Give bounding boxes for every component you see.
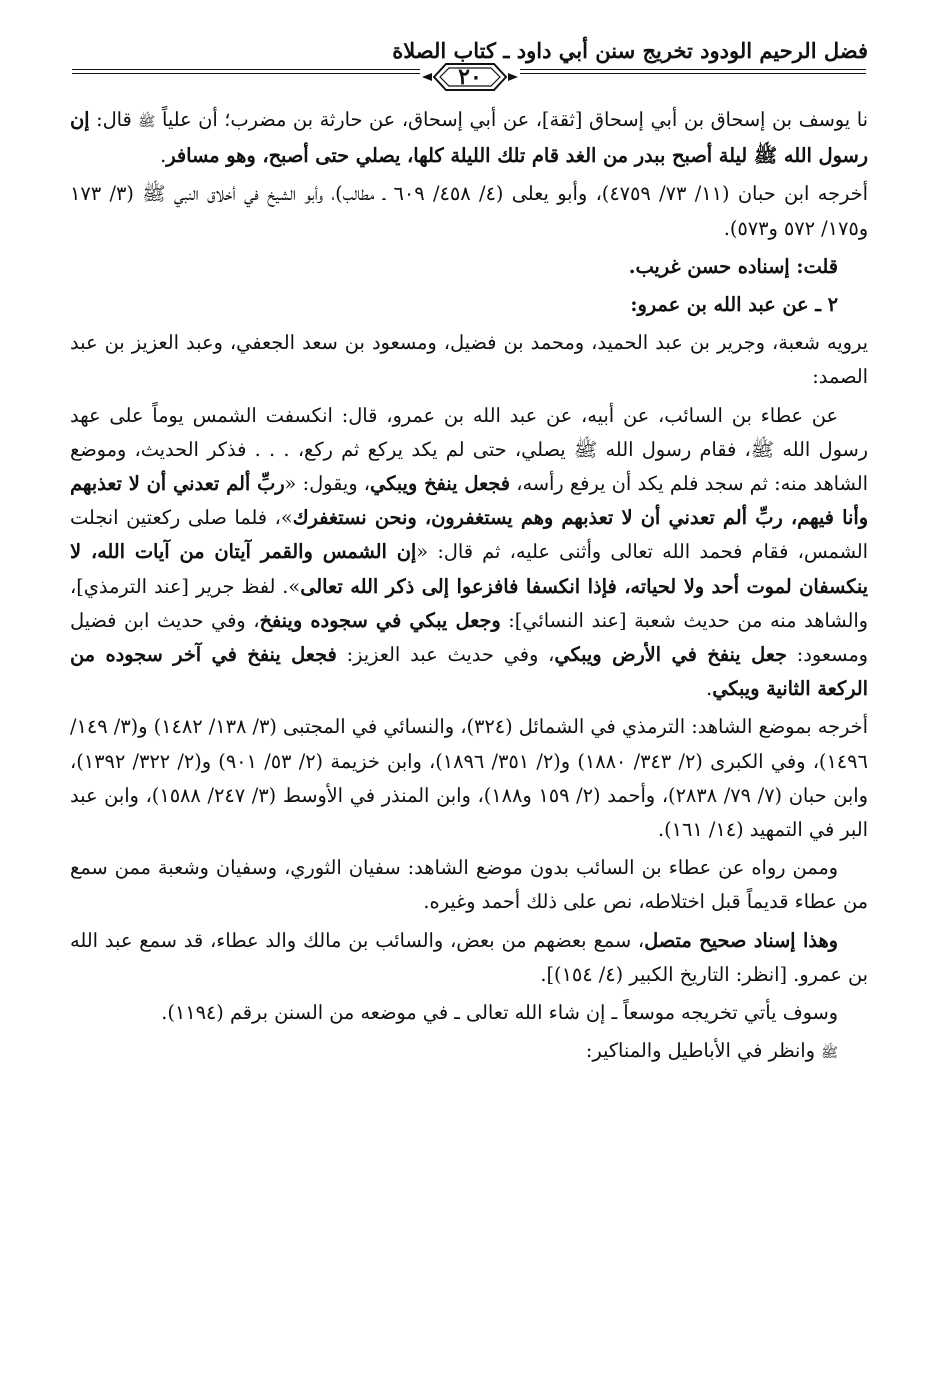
- bold-text-run: ٢ ـ عن عبد الله بن عمرو:: [630, 293, 838, 317]
- text-run: قال:: [89, 108, 139, 131]
- text-run: ، ويقول: «: [284, 472, 371, 496]
- text-run: ، وفي حديث ابن فضيل ومسعود:: [70, 608, 868, 667]
- text-run: عن عطاء بن السائب، عن أبيه، عن عبد الله بن عمرو، قال: انكسفت الشمس يوماً على عهد رسول الله ﷺ، فقام رسول الله ﷺ يصلي، حتى لم يكد يركع ثم ركع، . . . فذكر الحديث، وموضع الشاهد منه: ثم سجد فلم يكد أن يرفع رأسه،: [70, 403, 868, 496]
- page-number: ٢٠: [458, 64, 482, 90]
- bold-text-run: جعل ينفخ في الأرض ويبكي: [554, 643, 787, 667]
- paragraph: [70, 710, 868, 847]
- paragraph: [70, 288, 868, 322]
- paragraph: [70, 103, 868, 173]
- honorific-glyph: ﷺ: [138, 114, 156, 130]
- paragraph: [70, 326, 868, 394]
- text-run: وسوف يأتي تخريجه موسعاً ـ إن شاء الله تعالى ـ في موضعه من السنن برقم (١١٩٤).: [161, 1001, 838, 1025]
- text-run: ». لفظ جرير [عند الترمذي]، والشاهد منه من حديث شعبة [عند النسائي]:: [70, 574, 868, 632]
- paragraph: [70, 1034, 868, 1070]
- text-run: »، فلما صلى ركعتين انجلت الشمس، فقام فحمد الله تعالى وأثنى عليه، ثم قال: «: [70, 506, 868, 564]
- running-header-title: فضل الرحيم الودود تخريج سنن أبي داود ـ كتاب الصلاة: [392, 38, 868, 63]
- bold-text-run: فجعل ينفخ في آخر سجوده من الركعة الثانية ويبكي: [70, 643, 868, 701]
- text-run: .: [706, 677, 713, 701]
- paragraph: [70, 250, 868, 284]
- paragraph: [70, 177, 868, 245]
- bold-text-run: فجعل ينفخ ويبكي: [370, 472, 510, 496]
- text-run: يرويه شعبة، وجرير بن عبد الحميد، ومحمد بن فضيل، ومسعود بن سعد الجعفي، وعبد العزيز بن عبد الصمد:: [70, 331, 868, 389]
- bold-text-run: وهذا إسناد صحيح متصل: [644, 928, 838, 952]
- text-run: ، وفي حديث عبد العزيز:: [336, 643, 555, 667]
- text-run: وانظر في الأباطيل والمناكير:: [585, 1039, 822, 1063]
- bold-text-run: ربِّ ألم تعدني أن لا تعذبهم وأنا فيهم، ربِّ ألم تعدني أن لا تعذبهم وهم يستغفرون، ونحن نستغفرك: [70, 472, 869, 530]
- text-run: وممن رواه عن عطاء بن السائب بدون موضع الشاهد: سفيان الثوري، وسفيان وشعبة ممن سمع من عطاء قديماً قبل اختلاطه، نص على ذلك أحمد وغيره.: [70, 856, 868, 914]
- text-run: .: [160, 144, 167, 168]
- paragraph: [70, 924, 868, 992]
- text-run: أخرجه بموضع الشاهد: الترمذي في الشمائل (٣٢٤)، والنسائي في المجتبى (٣/ ١٣٨/ ١٤٨٢) و(٣/ ١٤٩/ ١٤٩٦)، وفي الكبرى (٢/ ٣٤٣/ ١٨٨٠) و(٢/ ٣٥١/ ١٨٩٦)، وابن خزيمة (٢/ ٥٣/ ٩٠١) و(٢/ ٣٢٢/ ١٣٩٢)، وابن حبان (٧/ ٧٩/ ٢٨٣٨)، وأحمد (٢/ ١٥٩ و١٨٨)، وابن المنذر في الأوسط (٣/ ٢٤٧/ ١٥٨٨)، وابن عبد البر في التمهيد (١٤/ ١٦١).: [70, 715, 868, 842]
- paragraph: [70, 851, 868, 919]
- paragraph: [70, 996, 868, 1030]
- bold-text-run: وجعل يبكي في سجوده وينفخ: [259, 608, 501, 632]
- text-run: أخرجه ابن حبان (١١/ ٧٣/ ٤٧٥٩)، وأبو يعلى (٤/ ٤٥٨/ ٦٠٩ ـ مطالب)، وأبو الشيخ في أخلاق النبي ﷺ (٣/ ١٧٣ و١٧٥/ ٥٧٢ و٥٧٣).: [70, 182, 868, 240]
- text-run: ، سمع بعضهم من بعض، والسائب بن مالك والد عطاء، قد سمع عبد الله بن عمرو. [انظر: التاريخ الكبير (٤/ ١٥٤)].: [70, 928, 868, 986]
- paragraph: [70, 399, 868, 707]
- bold-text-run: إن الشمس والقمر آيتان من آيات الله، لا ينكسفان لموت أحد ولا لحياته، فإذا انكسفا فافزعوا إلى ذكر الله تعالى: [70, 540, 868, 598]
- text-run: نا يوسف بن إسحاق بن أبي إسحاق [ثقة]، عن أبي إسحاق، عن حارثة بن مضرب؛ أن علياً: [155, 108, 868, 131]
- document-body: [70, 103, 868, 1074]
- honorific-glyph: ﷺ: [821, 1045, 838, 1062]
- bold-text-run: إن رسول الله ﷺ ليلة أصبح ببدر من الغد قام تلك الليلة كلها، يصلي حتى أصبح، وهو مسافر: [70, 108, 868, 168]
- page-number-ornament: [420, 58, 520, 96]
- bold-text-run: قلت: إسناده حسن غريب.: [628, 254, 838, 278]
